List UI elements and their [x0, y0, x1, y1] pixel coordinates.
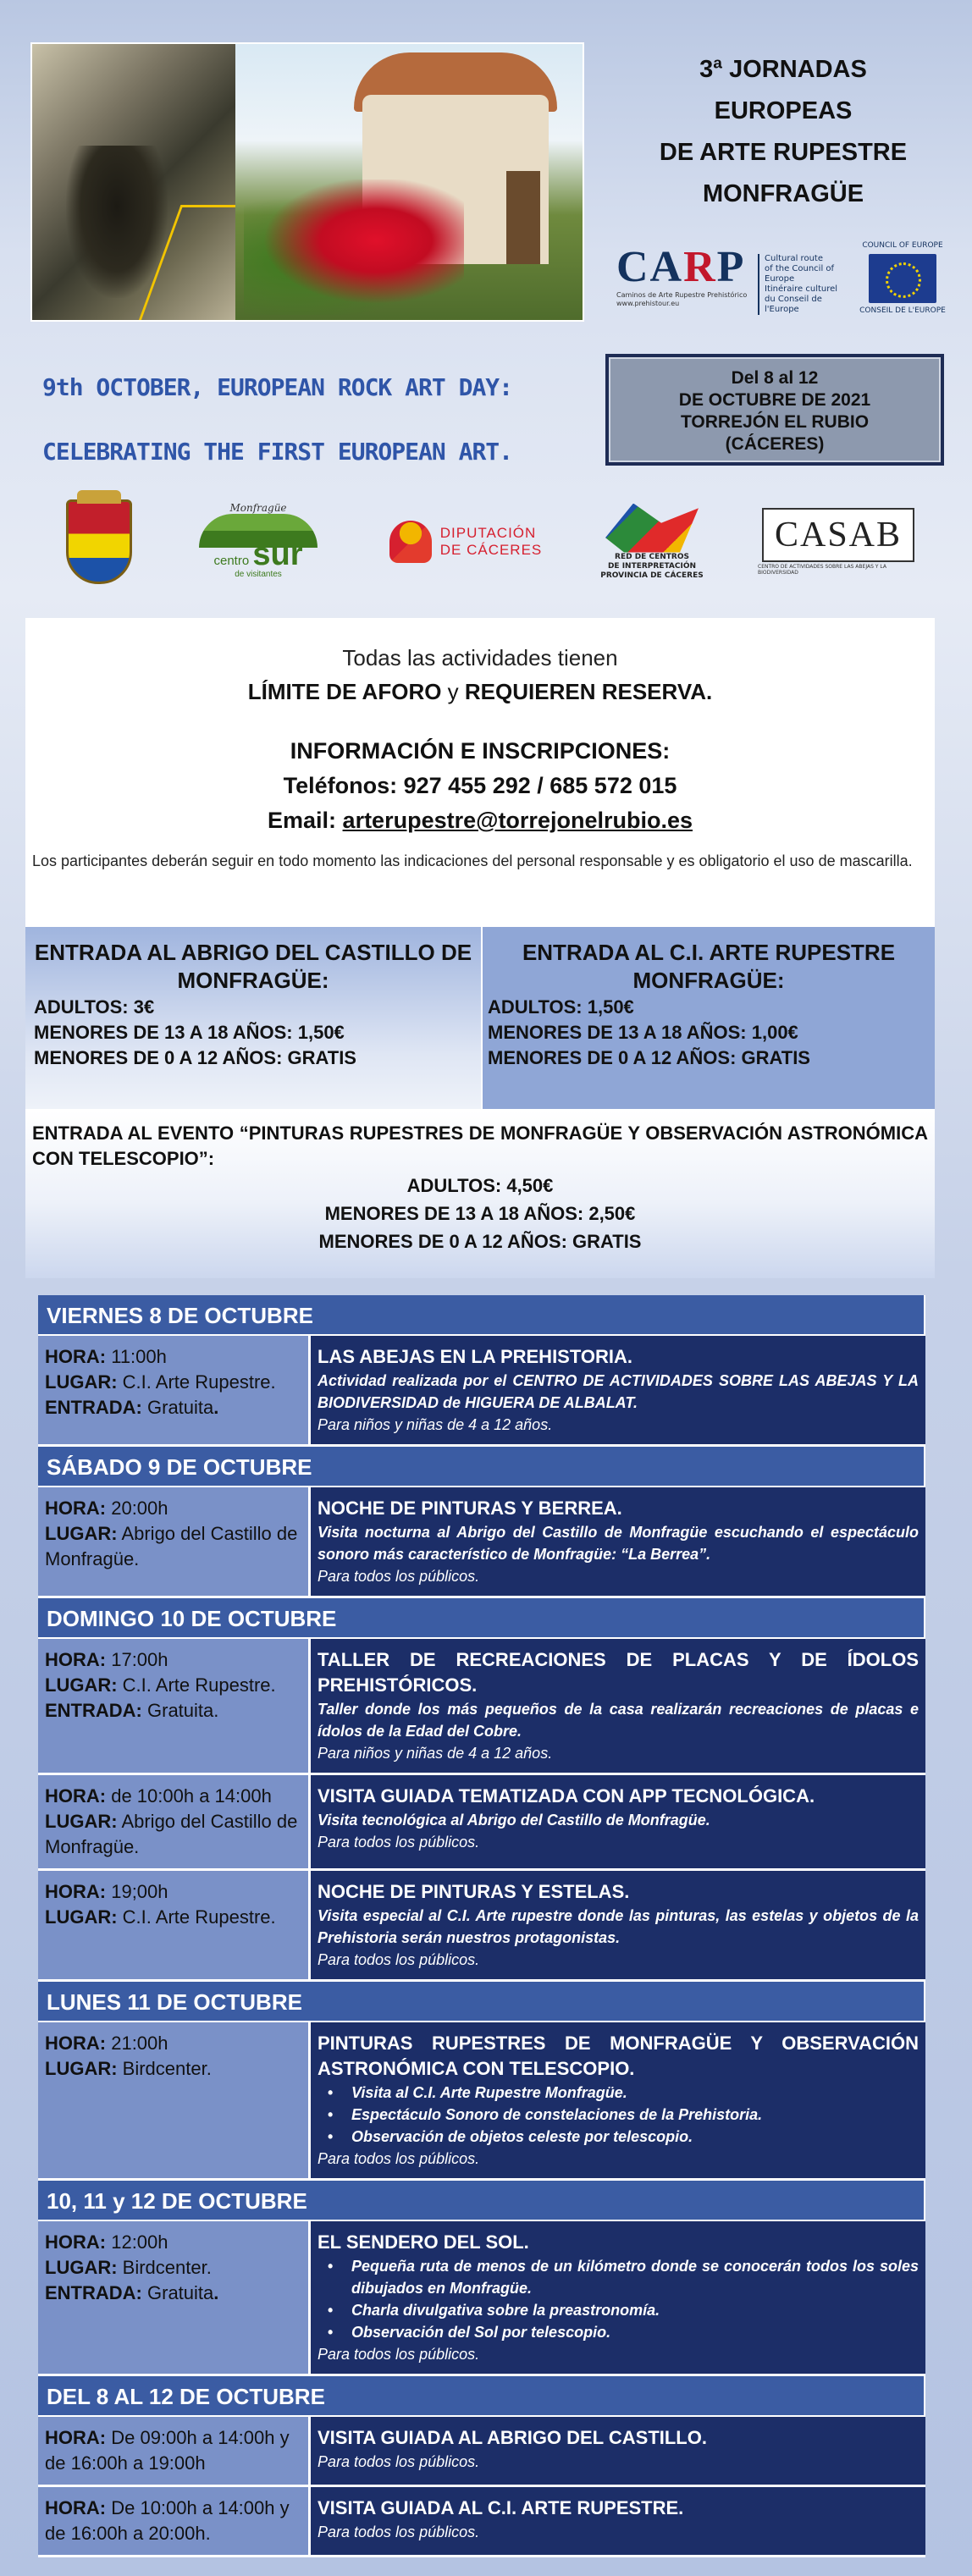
activity-row: [38, 2417, 925, 2487]
title-line: 3ª JORNADAS: [699, 56, 867, 83]
date-location-box: Del 8 al 12 DE OCTUBRE DE 2021 TORREJÓN EL RUBIO (CÁCERES): [605, 354, 944, 466]
fee-event: ENTRADA AL EVENTO “PINTURAS RUPESTRES DE MONFRAGÜE Y OBSERVACIÓN ASTRONÓMICA CON TELESCOPIO”: ADULTOS: 4,50€ MENORES DE 13 A 18 AÑOS: 2,50€ MENORES DE 0 A 12 AÑOS: GRATIS: [25, 1111, 935, 1278]
activity-time-place: HORA: de 10:00h a 14:00h LUGAR: Abrigo del Castillo de Monfragüe.: [38, 1775, 311, 1868]
coat-of-arms-icon: [66, 499, 132, 584]
diputacion-icon: [389, 521, 432, 563]
activity-time-place: HORA: 17:00h LUGAR: C.I. Arte Rupestre. ENTRADA: Gratuita.: [38, 1639, 311, 1773]
day-header: DEL 8 AL 12 DE OCTUBRE: [38, 2376, 925, 2417]
centro-sur-logo: Monfragüe centro sur de visitantes: [195, 495, 322, 588]
title-line: MONFRAGÜE: [702, 180, 864, 207]
activity-row: [38, 1487, 925, 1598]
title-line: DE ARTE RUPESTRE: [659, 139, 908, 166]
european-rock-art-day: 9th OCTOBER, EUROPEAN ROCK ART DAY: CELEBRATING THE FIRST EUROPEAN ART.: [42, 373, 513, 466]
casab-logo: CASAB CENTRO DE ACTIVIDADES SOBRE LAS ABEJAS Y LA BIODIVERSIDAD: [758, 495, 919, 588]
carp-url: www.prehistour.eu: [616, 300, 680, 307]
activity-row: [38, 1871, 925, 1982]
cave-photo: [32, 44, 235, 320]
activity-row: [38, 1639, 925, 1775]
day-header: VIERNES 8 DE OCTUBRE: [38, 1295, 925, 1336]
day-header: SÁBADO 9 DE OCTUBRE: [38, 1447, 925, 1487]
day-header: 10, 11 y 12 DE OCTUBRE: [38, 2181, 925, 2221]
activity-details: VISITA GUIADA AL C.I. ARTE RUPESTRE. Para todos los públicos.: [311, 2487, 925, 2555]
email: Email: arterupestre@torrejonelrubio.es: [268, 808, 693, 833]
capacity-notice: LÍMITE DE AFORO y REQUIEREN RESERVA.: [247, 679, 713, 704]
red-centros-icon: [605, 504, 699, 553]
fee-castillo: ENTRADA AL ABRIGO DEL CASTILLO DE MONFRAGÜE: ADULTOS: 3€ MENORES DE 13 A 18 AÑOS: 1,50€ MENORES DE 0 A 12 AÑOS: GRATIS: [25, 927, 481, 1109]
list-item: • Espectáculo Sonoro de constelaciones de la Prehistoria.: [318, 2104, 919, 2126]
activity-time-place: HORA: 19;00h LUGAR: C.I. Arte Rupestre.: [38, 1871, 311, 1979]
activity-details: VISITA GUIADA TEMATIZADA CON APP TECNOLÓGICA. Visita tecnológica al Abrigo del Castillo de Monfragüe. Para todos los públicos.: [311, 1775, 925, 1868]
activity-time-place: HORA: De 10:00h a 14:00h y de 16:00h a 20:00h.: [38, 2487, 311, 2555]
red-centros-logo: RED DE CENTROS DE INTERPRETACIÓN PROVINCIA DE CÁCERES: [597, 495, 707, 588]
activity-time-place: HORA: De 09:00h a 14:00h y de 16:00h a 19:00h: [38, 2417, 311, 2485]
schedule: [38, 1295, 925, 2557]
activity-time-place: HORA: 20:00h LUGAR: Abrigo del Castillo de Monfragüe.: [38, 1487, 311, 1596]
hut-photo: [235, 44, 583, 320]
activity-details: NOCHE DE PINTURAS Y BERREA. Visita nocturna al Abrigo del Castillo de Monfragüe escuchando el espectáculo sonoro más característico de Monfragüe: “La Berrea”. Para todos los públicos.: [311, 1487, 925, 1596]
info-panel: [25, 618, 935, 1278]
fee-ci-arte: ENTRADA AL C.I. ARTE RUPESTRE MONFRAGÜE: ADULTOS: 1,50€ MENORES DE 13 A 18 AÑOS: 1,00€ MENORES DE 0 A 12 AÑOS: GRATIS: [483, 927, 935, 1109]
activity-details: VISITA GUIADA AL ABRIGO DEL CASTILLO. Para todos los públicos.: [311, 2417, 925, 2485]
activity-row: [38, 1775, 925, 1871]
activity-time-place: HORA: 12:00h LUGAR: Birdcenter. ENTRADA: Gratuita.: [38, 2221, 311, 2374]
activity-details: NOCHE DE PINTURAS Y ESTELAS. Visita especial al C.I. Arte rupestre donde las pinturas, las estelas y objetos de la Prehistoria serán nuestros protagonistas. Para todos los públicos.: [311, 1871, 925, 1979]
activity-details: EL SENDERO DEL SOL. • Pequeña ruta de menos de un kilómetro donde se conocerán todos los soles dibujados en Monfragüe. • Charla divulgativa sobre la preastronomía. • Observación del Sol por telescopio. Para todos los públicos.: [311, 2221, 925, 2374]
activity-time-place: HORA: 11:00h LUGAR: C.I. Arte Rupestre. ENTRADA: Gratuita.: [38, 1336, 311, 1444]
activity-row: [38, 1336, 925, 1447]
eu-stars-icon: [869, 254, 936, 303]
diputacion-caceres-logo: DIPUTACIÓN DE CÁCERES: [381, 495, 550, 588]
info-heading: INFORMACIÓN E INSCRIPCIONES:: [290, 738, 671, 764]
day-header: DOMINGO 10 DE OCTUBRE: [38, 1598, 925, 1639]
capacity-intro: Todas las actividades tienen: [342, 645, 618, 670]
activity-details: TALLER DE RECREACIONES DE PLACAS Y DE ÍDOLOS PREHISTÓRICOS. Taller donde los más pequeños de la casa realizarán recreaciones de placas e ídolos de la Edad del Cobre. Para niños y niñas de 4 a 12 años.: [311, 1639, 925, 1773]
email-link[interactable]: arterupestre@torrejonelrubio.es: [342, 808, 693, 833]
carp-logo: CARP Caminos de Arte Rupestre Prehistórico www.prehistour.eu: [616, 244, 760, 320]
activity-time-place: HORA: 21:00h LUGAR: Birdcenter.: [38, 2022, 311, 2178]
title-line: EUROPEAS: [714, 97, 853, 124]
header-photo: [30, 42, 584, 322]
activity-details: LAS ABEJAS EN LA PREHISTORIA. Actividad realizada por el CENTRO DE ACTIVIDADES SOBRE LAS ABEJAS Y LA BIODIVERSIDAD de HIGUERA DE ALBALAT. Para niños y niñas de 4 a 12 años.: [311, 1336, 925, 1444]
list-item: • Visita al C.I. Arte Rupestre Monfragüe.: [318, 2082, 919, 2104]
council-of-europe-logo: COUNCIL OF EUROPE CONSEIL DE L'EUROPE: [859, 241, 946, 315]
activity-row: [38, 2487, 925, 2557]
carp-subtitle: Caminos de Arte Rupestre Prehistórico: [616, 291, 748, 299]
event-title: [610, 49, 957, 215]
torrejon-coat-of-arms: [52, 495, 146, 588]
activity-row: [38, 2022, 925, 2181]
day-header: LUNES 11 DE OCTUBRE: [38, 1982, 925, 2022]
list-item: • Pequeña ruta de menos de un kilómetro donde se conocerán todos los soles dibujados en Monfragüe.: [318, 2255, 919, 2299]
phone-numbers: Teléfonos: 927 455 292 / 685 572 015: [283, 773, 677, 798]
cultural-route-text: Cultural route of the Council of Europe Itinéraire culturel du Conseil de l'Europe: [758, 254, 851, 315]
list-item: • Observación del Sol por telescopio.: [318, 2321, 919, 2343]
activity-row: [38, 2221, 925, 2376]
list-item: • Charla divulgativa sobre la preastronomía.: [318, 2299, 919, 2321]
activity-details: PINTURAS RUPESTRES DE MONFRAGÜE Y OBSERVACIÓN ASTRONÓMICA CON TELESCOPIO. • Visita al C.I. Arte Rupestre Monfragüe. • Espectáculo Sonoro de constelaciones de la Prehistoria. • Observación de objetos celeste por telescopio. Para todos los públicos.: [311, 2022, 925, 2178]
list-item: • Observación de objetos celeste por telescopio.: [318, 2126, 919, 2148]
mask-notice: Los participantes deberán seguir en todo momento las indicaciones del personal responsable y es obligatorio el uso de mascarilla.: [32, 852, 913, 869]
